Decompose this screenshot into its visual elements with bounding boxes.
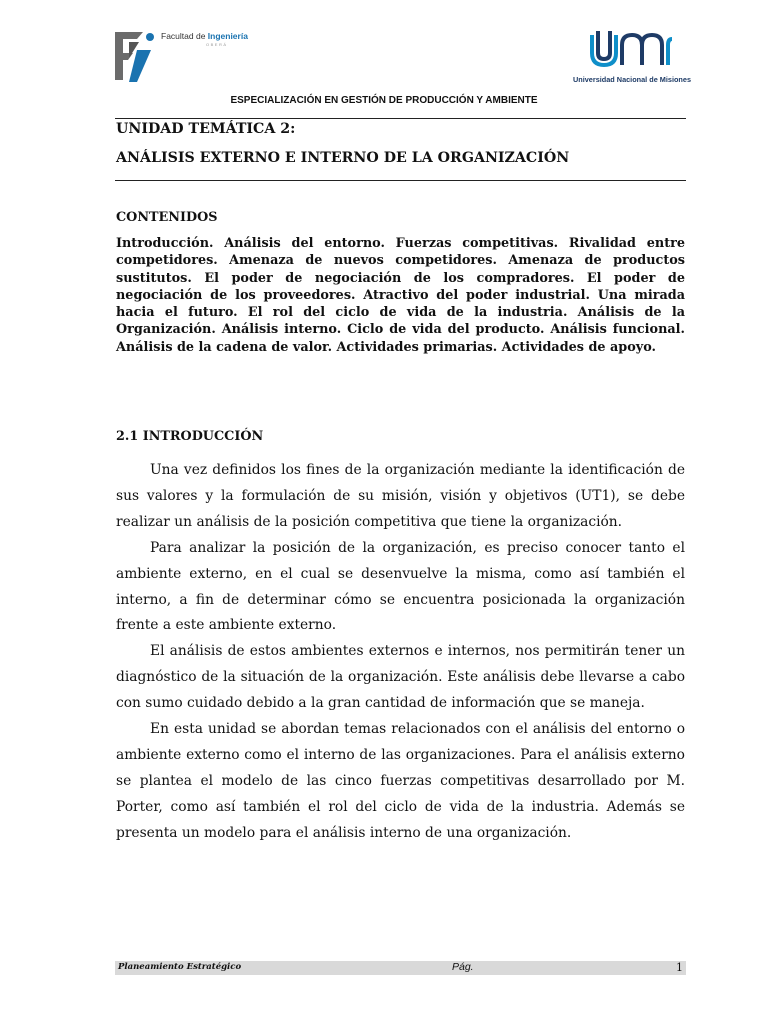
faculty-location: OBERÁ — [206, 42, 228, 47]
contents-body: Introducción. Análisis del entorno. Fuerzas competitivas. Rivalidad entre competidores. Amenaza de nuevos competidores. Amenaza de productos sustitutos. El poder de negociación de los compradores. El poder de negociación de los proveedores. Atractivo del poder industrial. Una mirada hacia el futuro. El rol del ciclo de vida de la industria. Análisis de la Organización. Análisis interno. Ciclo de vida del producto. Análisis funcional. Análisis de la cadena de valor. Actividades primarias. Actividades de apoyo. — [116, 236, 685, 355]
unit-subtitle: ANÁLISIS EXTERNO E INTERNO DE LA ORGANIZACIÓN — [116, 150, 570, 166]
university-name: Universidad Nacional de Misiones — [573, 75, 692, 84]
section-heading: 2.1 INTRODUCCIÓN — [116, 429, 264, 444]
faculty-name: Facultad de Ingeniería — [161, 31, 248, 41]
footer-page-label: Pág. — [452, 961, 474, 973]
footer-page-number: 1 — [676, 961, 683, 974]
paragraph: En esta unidad se abordan temas relacionados con el análisis del entorno o ambiente externo como el interno de las organizaciones. Para el análisis externo se plantea el modelo de las cinco fuerzas competitivas desarrollado por M. Porter, como así también el rol del ciclo de vida de la industria. Además se presenta un modelo para el análisis interno de una organización. — [116, 721, 685, 841]
university-logo — [570, 27, 690, 87]
title-divider — [115, 180, 686, 181]
paragraph: Una vez definidos los fines de la organización mediante la identificación de sus valores y la formulación de su misión, visión y objetivos (UT1), se debe realizar un análisis de la posición competitiva que tiene la organización. — [116, 462, 685, 530]
university-logo-mark — [582, 27, 682, 71]
program-title: ESPECIALIZACIÓN EN GESTIÓN DE PRODUCCIÓN Y AMBIENTE — [230, 95, 538, 106]
paragraph: Para analizar la posición de la organización, es preciso conocer tanto el ambiente externo, en el cual se desenvuelve la misma, como así también el interno, a fin de determinar cómo se encuentra posicionada la organización frente a este ambiente externo. — [116, 539, 685, 634]
paragraph: El análisis de estos ambientes externos e internos, nos permitirán tener un diagnóstico de la situación de la organización. Este análisis debe llevarse a cabo con sumo cuidado debido a la gran cantidad de información que se maneja. — [116, 643, 685, 712]
page-footer — [115, 961, 686, 975]
unit-title: UNIDAD TEMÁTICA 2: — [116, 121, 296, 137]
section-body — [116, 458, 685, 847]
header-divider — [115, 118, 686, 119]
footer-course: Planeamiento Estratégico — [118, 962, 242, 972]
faculty-logo — [113, 28, 248, 84]
faculty-logo-mark — [113, 28, 159, 84]
contents-heading: CONTENIDOS — [116, 210, 218, 225]
